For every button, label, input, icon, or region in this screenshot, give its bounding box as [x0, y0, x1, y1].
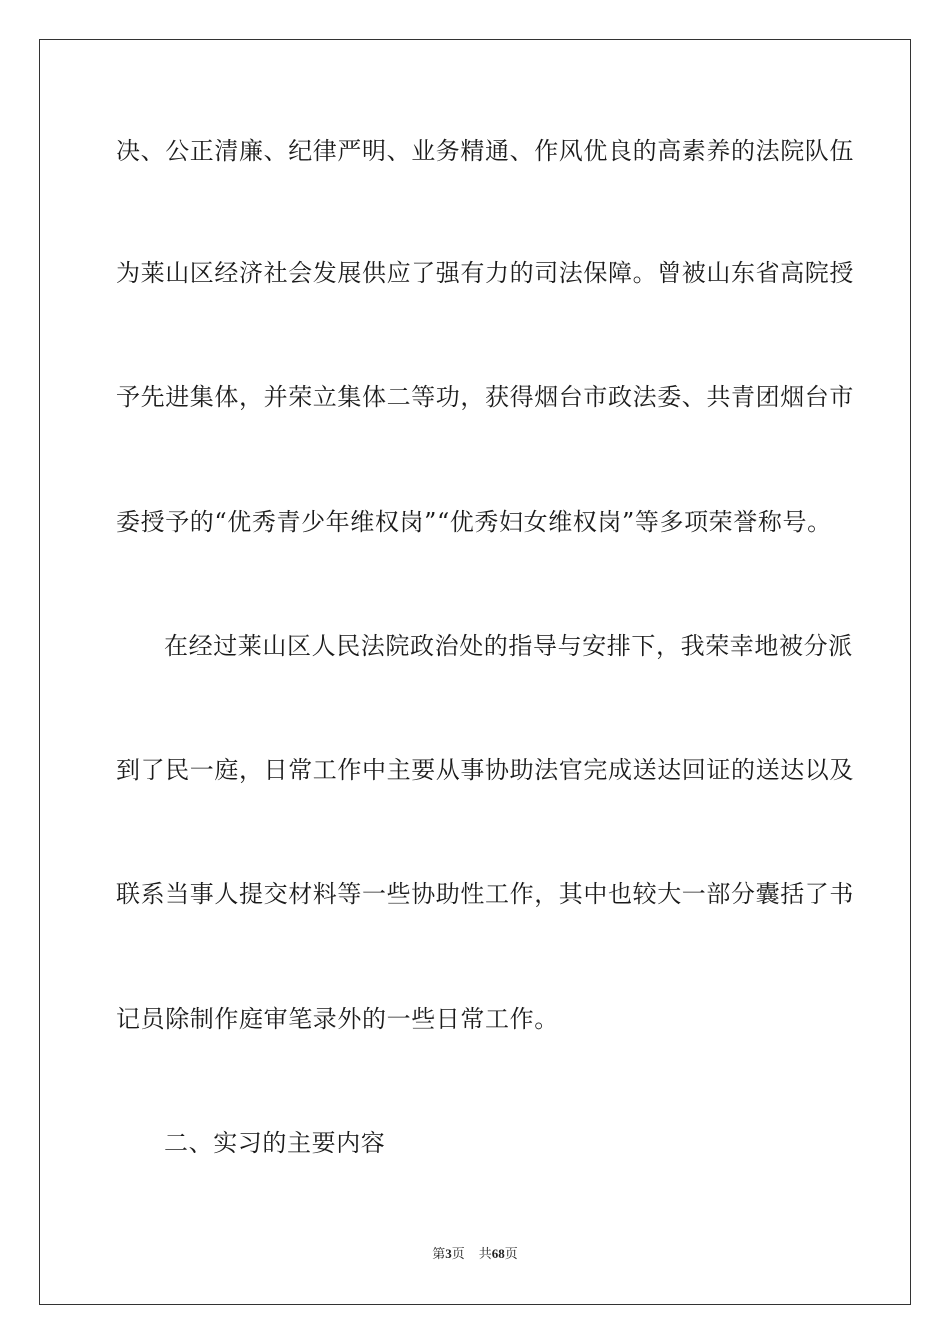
- total-label-prefix: 共: [478, 1247, 492, 1262]
- page-footer: [0, 1246, 950, 1263]
- body-text-line: 决、公正清廉、纪律严明、业务精通、作风优良的高素养的法院队伍: [116, 137, 854, 165]
- body-text-line: 联系当事人提交材料等一些协助性工作，其中也较大一部分囊括了书: [116, 880, 854, 908]
- body-text-line: 为莱山区经济社会发展供应了强有力的司法保障。曾被山东省高院授: [116, 259, 854, 287]
- body-text-line: 记员除制作庭审笔录外的一些日常工作。: [116, 1005, 559, 1033]
- body-text-line: 予先进集体，并荣立集体二等功，获得烟台市政法委、共青团烟台市: [116, 383, 854, 411]
- body-text-line: 到了民一庭，日常工作中主要从事协助法官完成送达回证的送达以及: [116, 756, 854, 784]
- total-label-suffix: 页: [504, 1247, 518, 1262]
- page-label-prefix: 第: [432, 1247, 446, 1262]
- paragraph-first-line: 在经过莱山区人民法院政治处的指导与安排下，我荣幸地被分派: [164, 632, 853, 660]
- page-label-suffix: 页: [451, 1247, 465, 1262]
- section-heading: 二、实习的主要内容: [164, 1129, 386, 1157]
- total-pages: 68: [491, 1246, 505, 1261]
- body-text-line: 委授予的“优秀青少年维权岗”“优秀妇女维权岗”等多项荣誉称号。: [116, 508, 832, 536]
- page-number: 3: [445, 1246, 452, 1261]
- page-border: [39, 39, 911, 1305]
